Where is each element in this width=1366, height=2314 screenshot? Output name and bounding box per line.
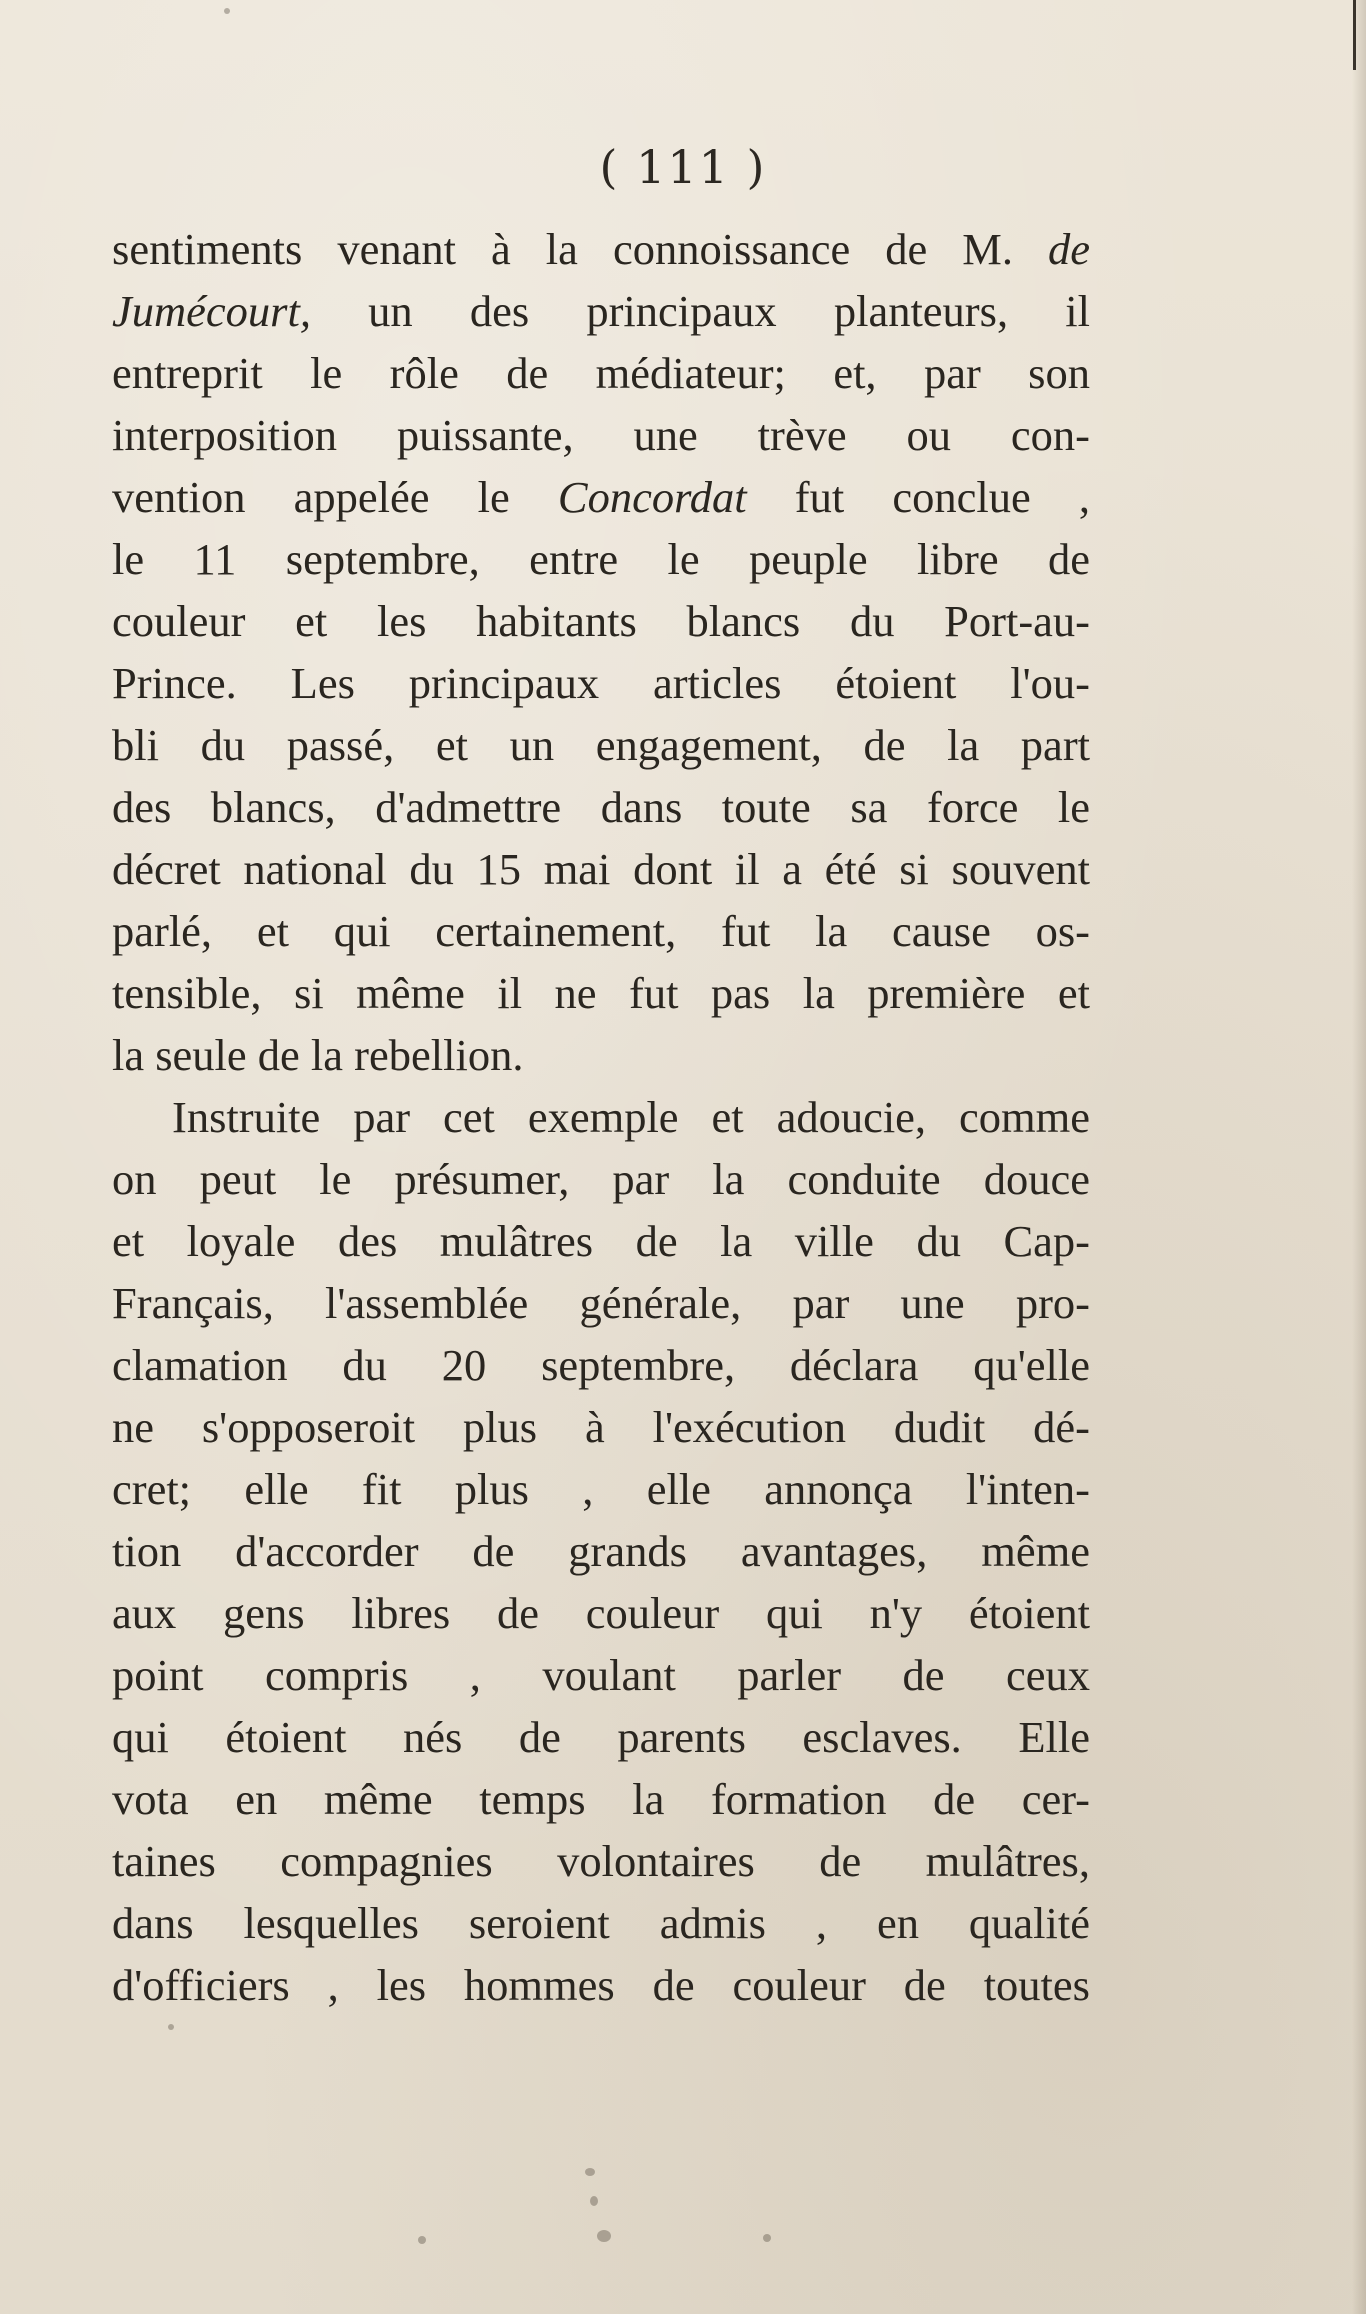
italic-text: Concordat [557,472,747,522]
text-segment: couleur et les habitants blancs du Port-au- [112,596,1090,646]
text-line [112,1396,1090,1458]
text-segment: on peut le présumer, par la conduite douce [112,1154,1090,1204]
text-line [112,1644,1090,1706]
text-line [112,714,1090,776]
text-segment: vention appelée le [112,472,558,522]
text-line [112,466,1090,528]
ink-speck [763,2234,771,2242]
text-segment: dans lesquelles seroient admis , en qualité [112,1898,1090,1948]
text-line [112,1272,1090,1334]
text-line [112,1954,1090,2016]
text-segment: bli du passé, et un engagement, de la part [112,720,1090,770]
italic-text: de [1047,224,1090,274]
ink-speck [597,2230,611,2242]
text-line [112,590,1090,652]
text-segment: parlé, et qui certainement, fut la cause os- [112,906,1090,956]
text-segment: sentiments venant à la connoissance de M. [112,224,1048,274]
text-line [112,1706,1090,1768]
text-segment: entreprit le rôle de médiateur; et, par son [112,348,1090,398]
text-line [112,962,1090,1024]
text-segment: un des principaux planteurs, il [310,286,1090,336]
text-segment: point compris , voulant parler de ceux [112,1650,1090,1700]
text-segment: Instruite par cet exemple et adoucie, comme [172,1092,1090,1142]
italic-text: Jumécourt, [112,286,311,336]
text-line [112,1148,1090,1210]
text-segment: décret national du 15 mai dont il a été si souvent [112,844,1090,894]
text-line [112,528,1090,590]
text-segment: Français, l'assemblée générale, par une pro- [112,1278,1090,1328]
page-edge-mark [1353,0,1356,70]
ink-speck [168,2024,174,2030]
body-text [112,218,1090,2016]
text-line [112,1334,1090,1396]
text-segment: ne s'opposeroit plus à l'exécution dudit dé- [112,1402,1090,1452]
ink-speck [590,2196,598,2206]
text-line [112,1458,1090,1520]
text-line [112,776,1090,838]
text-line [112,1768,1090,1830]
text-line [112,1024,1090,1086]
text-line [112,1892,1090,1954]
ink-speck [418,2236,426,2244]
text-segment: fut conclue , [746,472,1090,522]
text-line [112,900,1090,962]
text-segment: vota en même temps la formation de cer- [112,1774,1090,1824]
text-segment: interposition puissante, une trève ou con- [112,410,1090,460]
page-edge-shadow [1352,0,1366,2314]
text-line [112,280,1090,342]
text-segment: Prince. Les principaux articles étoient l'ou- [112,658,1090,708]
text-line [112,838,1090,900]
text-segment: cret; elle fit plus , elle annonça l'inten- [112,1464,1090,1514]
text-line [112,652,1090,714]
text-segment: tensible, si même il ne fut pas la première et [112,968,1090,1018]
text-segment: tion d'accorder de grands avantages, même [112,1526,1090,1576]
text-line [112,1830,1090,1892]
text-segment: et loyale des mulâtres de la ville du Cap- [112,1216,1090,1266]
ink-speck [224,8,230,14]
text-segment: d'officiers , les hommes de couleur de toutes [112,1960,1090,2010]
text-segment: qui étoient nés de parents esclaves. Elle [112,1712,1090,1762]
text-line [112,1520,1090,1582]
ink-speck [585,2168,595,2176]
text-segment: la seule de la rebellion. [112,1030,524,1080]
text-line [112,1582,1090,1644]
text-line [112,404,1090,466]
text-segment: le 11 septembre, entre le peuple libre de [112,534,1090,584]
text-segment: clamation du 20 septembre, déclara qu'elle [112,1340,1090,1390]
text-segment: aux gens libres de couleur qui n'y étoient [112,1588,1090,1638]
text-line [112,1086,1090,1148]
text-line [112,218,1090,280]
page-number: ( 111 ) [599,140,767,194]
text-line [112,342,1090,404]
text-line [112,1210,1090,1272]
text-segment: taines compagnies volontaires de mulâtres, [112,1836,1090,1886]
text-segment: des blancs, d'admettre dans toute sa force le [112,782,1090,832]
